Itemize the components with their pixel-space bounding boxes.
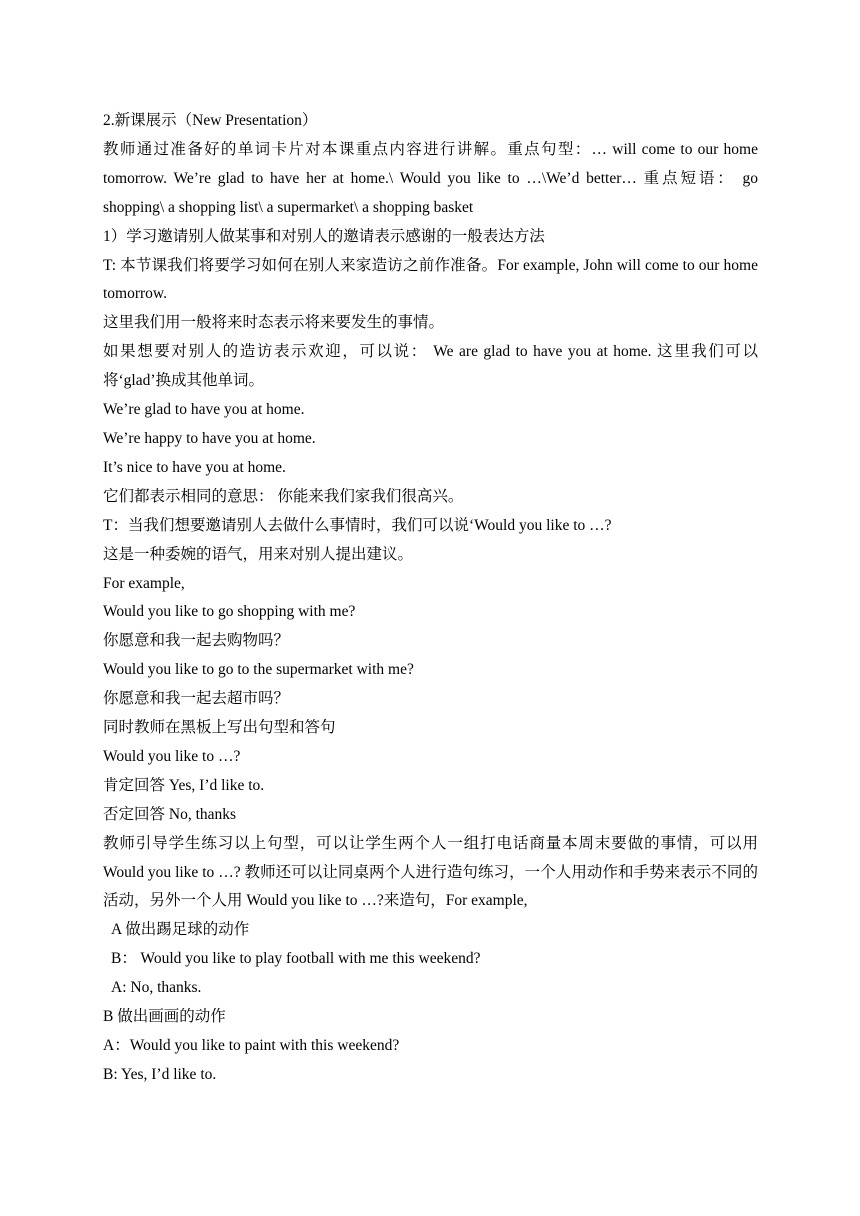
example-translation: 你愿意和我一起去超市吗？ (103, 690, 290, 708)
dialogue-line: A：Would you like to paint with this weekend? (103, 1037, 400, 1054)
dialogue-line: B： Would you like to play football with me this weekend? (111, 950, 481, 968)
sentence-pattern: Would you like to …? (103, 747, 241, 765)
paragraph-meaning: 它们都表示相同的意思： 你能来我们家我们很高兴。 (103, 487, 464, 505)
section-heading: 2.新课展示（New Presentation） (103, 112, 318, 129)
dialogue-line: B: Yes, I’d like to. (103, 1065, 217, 1083)
dialogue-line: A 做出踢足球的动作 (111, 921, 250, 939)
negative-answer: 否定回答 No, thanks (103, 805, 237, 823)
document-body (103, 107, 758, 1090)
paragraph-tone: 这是一种委婉的语气，用来对别人提出建议。 (103, 545, 414, 563)
paragraph-key-points: 教师通过准备好的单词卡片对本课重点内容进行讲解。重点句型：… will come to our home tomorrow. We’re glad to have her at home.\ Would you like to …\We’d better… 重点短语： go shopping\ a shopping list\ a supermarket\ a shopping basket (103, 140, 758, 216)
paragraph-welcome: 如果想要对别人的造访表示欢迎，可以说： We are glad to have you at home. 这里我们可以将‘glad’换成其他单词。 (103, 343, 758, 390)
example-sentence: We’re glad to have you at home. (103, 401, 305, 419)
dialogue-line: B 做出画画的动作 (103, 1008, 226, 1026)
subsection-heading: 1）学习邀请别人做某事和对别人的邀请表示感谢的一般表达方法 (103, 227, 545, 245)
paragraph-invite: T：当我们想要邀请别人去做什么事情时，我们可以说‘Would you like to …? (103, 516, 612, 534)
example-sentence: It’s nice to have you at home. (103, 458, 286, 476)
example-sentence: Would you like to go to the supermarket with me? (103, 661, 414, 679)
example-label: For example, (103, 574, 185, 592)
paragraph-blackboard: 同时教师在黑板上写出句型和答句 (103, 719, 336, 737)
example-sentence: We’re happy to have you at home. (103, 429, 316, 447)
positive-answer: 肯定回答 Yes, I’d like to. (103, 776, 265, 794)
example-translation: 你愿意和我一起去购物吗？ (103, 632, 290, 650)
example-sentence: Would you like to go shopping with me? (103, 603, 356, 621)
paragraph-teacher-intro: T: 本节课我们将要学习如何在别人来家造访之前作准备。For example, John will come to our home tomorrow. (103, 256, 758, 303)
paragraph-tense-note: 这里我们用一般将来时态表示将来要发生的事情。 (103, 314, 445, 332)
paragraph-practice: 教师引导学生练习以上句型，可以让学生两个人一组打电话商量本周末要做的事情，可以用 Would you like to …? 教师还可以让同桌两个人进行造句练习，一个人用动作和手势来表示不同的活动，另外一个人用 Would you like to …?来造句，For example, (103, 834, 758, 910)
dialogue-line: A: No, thanks. (111, 979, 202, 997)
